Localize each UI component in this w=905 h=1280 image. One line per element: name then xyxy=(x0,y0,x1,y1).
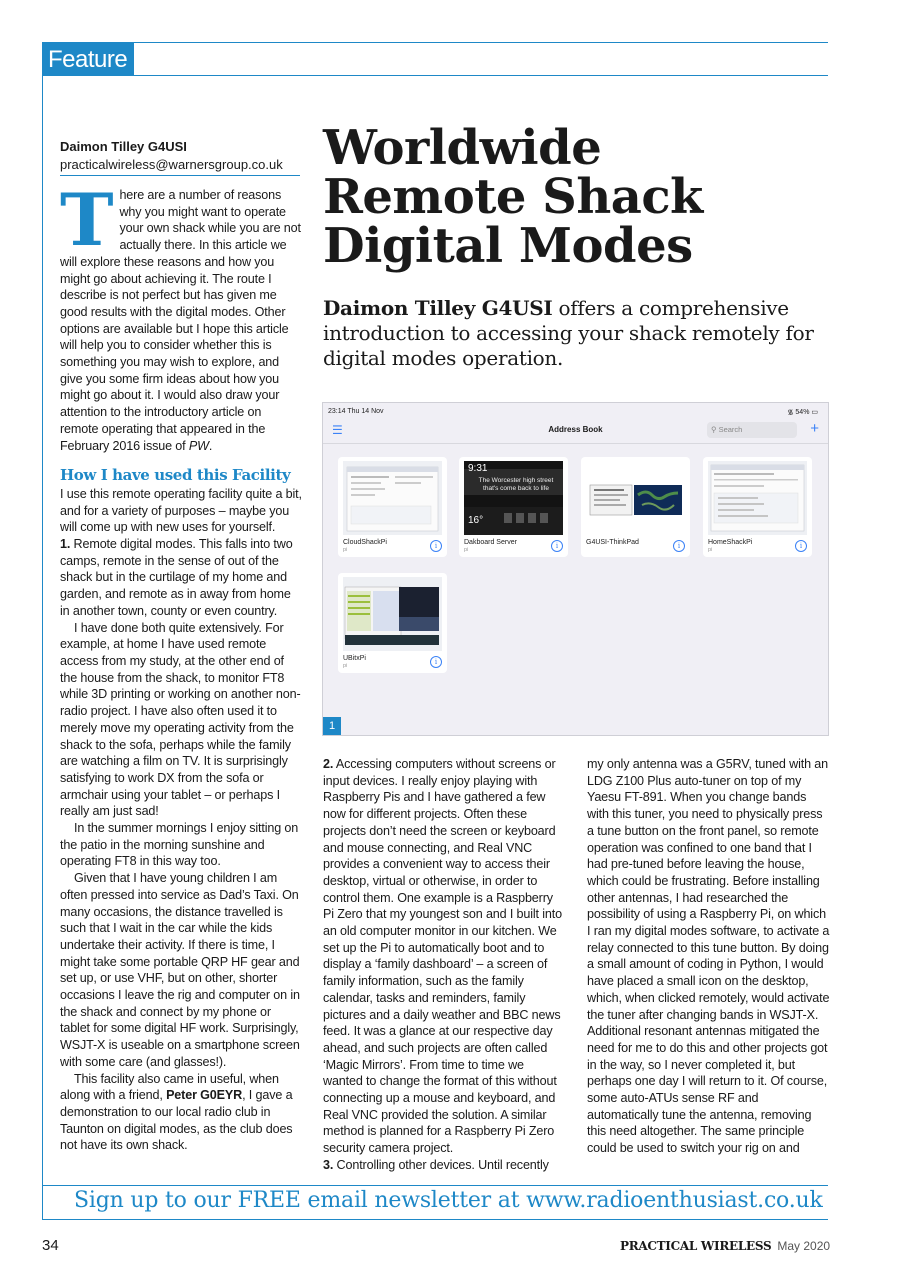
body-paragraph: I have done both quite extensively. For example, at home I have used remote access from my study, at the other end of the house from the shack, to monitor FT8 while 3D printing or working on another non-radio project. I have also often used it to merely move my operating activity from the shack to the sofa, perhaps while the family are watching a film on TV. It is surprisingly satisfying to work DX from the sofa or armchair using your tablet – or perhaps I really am just sad! xyxy=(60,620,301,819)
computer-card[interactable] xyxy=(338,457,447,557)
card-name: HomeShackPi xyxy=(708,539,753,546)
thumb-clock: 9:31 xyxy=(468,463,488,474)
card-user: pi xyxy=(464,547,469,553)
card-name: Dakboard Server xyxy=(464,539,517,546)
info-icon[interactable]: i xyxy=(673,540,685,552)
headline-line: Worldwide xyxy=(323,120,602,176)
card-user: pi xyxy=(343,663,348,669)
card-thumbnail xyxy=(343,461,442,535)
info-icon[interactable]: i xyxy=(795,540,807,552)
issue-date: May 2020 xyxy=(777,1239,831,1253)
footer-masthead xyxy=(620,1239,830,1253)
thumb-temperature: 16° xyxy=(468,515,484,526)
drop-cap: T xyxy=(60,177,114,262)
author-rule xyxy=(60,175,300,176)
computer-card[interactable] xyxy=(703,457,812,557)
article-column-3 xyxy=(587,756,830,1157)
article-column-2 xyxy=(323,756,563,1174)
author-name: Daimon Tilley G4USI xyxy=(60,139,187,154)
battery-wifi-status: ᯾ 54% ▭ xyxy=(787,409,818,416)
card-thumbnail xyxy=(708,461,807,535)
list-icon[interactable]: ☰ xyxy=(332,423,343,437)
search-input[interactable]: ⚲ Search xyxy=(707,422,797,438)
search-icon: ⚲ xyxy=(711,425,719,434)
page-number: 34 xyxy=(42,1237,59,1254)
newsletter-rule-top xyxy=(42,1185,828,1186)
headline xyxy=(323,120,823,274)
figure-number: 1 xyxy=(323,717,341,735)
thumb-headline: The Worcester high street that's come back to life xyxy=(478,477,554,492)
figure-vnc-address-book xyxy=(322,402,829,736)
body-paragraph: I use this remote operating facility quite a bit, and for a variety of purposes – maybe you will come up with new uses for yourself. xyxy=(60,486,302,535)
body-paragraph: This facility also came in useful, when along with a friend, Peter G0EYR, I gave a demonstration to our local radio club in Taunton on digital modes, as the club does not have its own shack. xyxy=(60,1071,293,1153)
newsletter-rule-bottom xyxy=(42,1219,828,1220)
list-item: 1. Remote digital modes. This falls into two camps, remote in the sense of out of the shack but in the curtilage of my home and garden, and remote as in away from home in another town, county or even country. xyxy=(60,537,293,618)
card-name: G4USI-ThinkPad xyxy=(586,539,639,546)
magazine-name: PRACTICAL WIRELESS xyxy=(620,1239,772,1253)
standfirst-text: offers a comprehensive introduction to accessing your shack remotely for digital modes operation. xyxy=(323,296,814,370)
card-name: UBitxPi xyxy=(343,655,366,662)
card-name: CloudShackPi xyxy=(343,539,387,546)
card-user: pi xyxy=(708,547,713,553)
list-item: 3. Controlling other devices. Until recently xyxy=(323,1157,549,1172)
computer-card[interactable] xyxy=(338,573,447,673)
body-paragraph: In the summer mornings I enjoy sitting on the patio in the morning sunshine and operating FT8 in this way too. xyxy=(60,821,299,869)
plus-icon[interactable]: + xyxy=(810,420,819,437)
body-paragraph: Given that I have young children I am often pressed into service as Dad’s Taxi. On many occasions, the distance travelled is such that I wait in the car while the kids undertake their activity. If there is time, I might take some portable QRP HF gear and set up, or use VHF, but on other, shorter occasions I leave the rig and computer on in the shack and connect by my phone or tablet for some digital HF work. Surprisingly, WSJT-X is useable on a smartphone screen with some care (and glasses!). xyxy=(60,871,300,1069)
header-rule xyxy=(134,75,828,76)
headline-line: Remote Shack xyxy=(323,169,703,225)
body-paragraph: my only antenna was a G5RV, tuned with an LDG Z100 Plus auto-tuner on top of my Yaesu FT-891. When you change bands with this tuner, you need to physically press a tune button on the front panel, so remote operation was confined to one band that I had pre-tuned before leaving the house, which could be frustrating. Before installing other antennas, I had researched the possibility of using a Raspberry Pi, on which I ran my digital modes software, to activate a relay connected to this tune button. By doing a small amount of coding in Python, I would have placed a small icon on the desktop, which, when clicked remotely, would activate the tuner after changing bands in WSJT-X. Additional resonant antennas mitigated the need for me to do this and other projects got in the way, so I never completed it, but perhaps one day I will return to it. Of course, some auto-ATUs sense RF and automatically tune the antenna, removing this need altogether. The same principle could be used to switch your rig on and xyxy=(587,757,830,1156)
info-icon[interactable]: i xyxy=(430,656,442,668)
card-user: pi xyxy=(343,547,348,553)
article-column-1 xyxy=(60,177,302,1154)
status-time: 23:14 Thu 14 Nov xyxy=(328,408,384,415)
info-icon[interactable]: i xyxy=(551,540,563,552)
nav-bar xyxy=(323,419,828,444)
newsletter-banner[interactable]: Sign up to our FREE email newsletter at www.radioenthusiast.co.uk xyxy=(74,1188,823,1213)
computer-card[interactable] xyxy=(459,457,568,557)
card-thumbnail xyxy=(586,461,685,535)
standfirst-author: Daimon Tilley G4USI xyxy=(323,296,553,320)
section-heading: How I have used this Facility xyxy=(60,466,291,485)
author-email: practicalwireless@warnersgroup.co.uk xyxy=(60,157,283,172)
card-thumbnail xyxy=(464,461,563,535)
intro-paragraph: There are a number of reasons why you might want to operate your own shack while you are not actually there. In this article we will explore these reasons and how you might go about achieving it. The route I describe is not perfect but has given me good results with the digital modes. Other options are available but I hope this article will help you to consider whether this is something you may wish to explore, and give you some firm ideas about how you might go about it. I would also draw your attention to the introductory article on remote operating that appeared in the February 2016 issue of PW. xyxy=(60,177,301,453)
info-icon[interactable]: i xyxy=(430,540,442,552)
card-thumbnail xyxy=(343,577,442,651)
section-tab: Feature xyxy=(42,43,134,76)
headline-line: Digital Modes xyxy=(323,218,693,274)
nav-title: Address Book xyxy=(548,425,603,434)
author-box xyxy=(60,138,300,174)
computer-card[interactable] xyxy=(581,457,690,557)
page-left-border xyxy=(42,76,43,1220)
callsign-name: Peter G0EYR xyxy=(166,1088,243,1103)
standfirst xyxy=(323,296,833,371)
top-rule xyxy=(42,42,828,43)
list-item: 2. Accessing computers without screens or input devices. I really enjoy playing with Raspberry Pis and I have gathered a few now for different projects. Often these projects don’t need the screen or keyboard and mouse connecting, and Real VNC provides a convenient way to access their desktop, virtual or otherwise, in order to control them. One example is a Raspberry Pi Zero that my youngest son and I built into an old computer monitor in our kitchen. We set up the Pi to automatically boot and to display a ‘family dashboard’ – a screen of family information, such as the family calendar, tasks and reminders, family pictures and a daily weather and BBC news feed. It was a glance at our respective day ahead, and such projects are often called ‘Magic Mirrors’. From time to time we wanted to change the format of this without connecting up a mouse and keyboard, and Real VNC provided the solution. A similar method is planned for a Raspberry Pi Zero security camera project. xyxy=(323,757,562,1156)
